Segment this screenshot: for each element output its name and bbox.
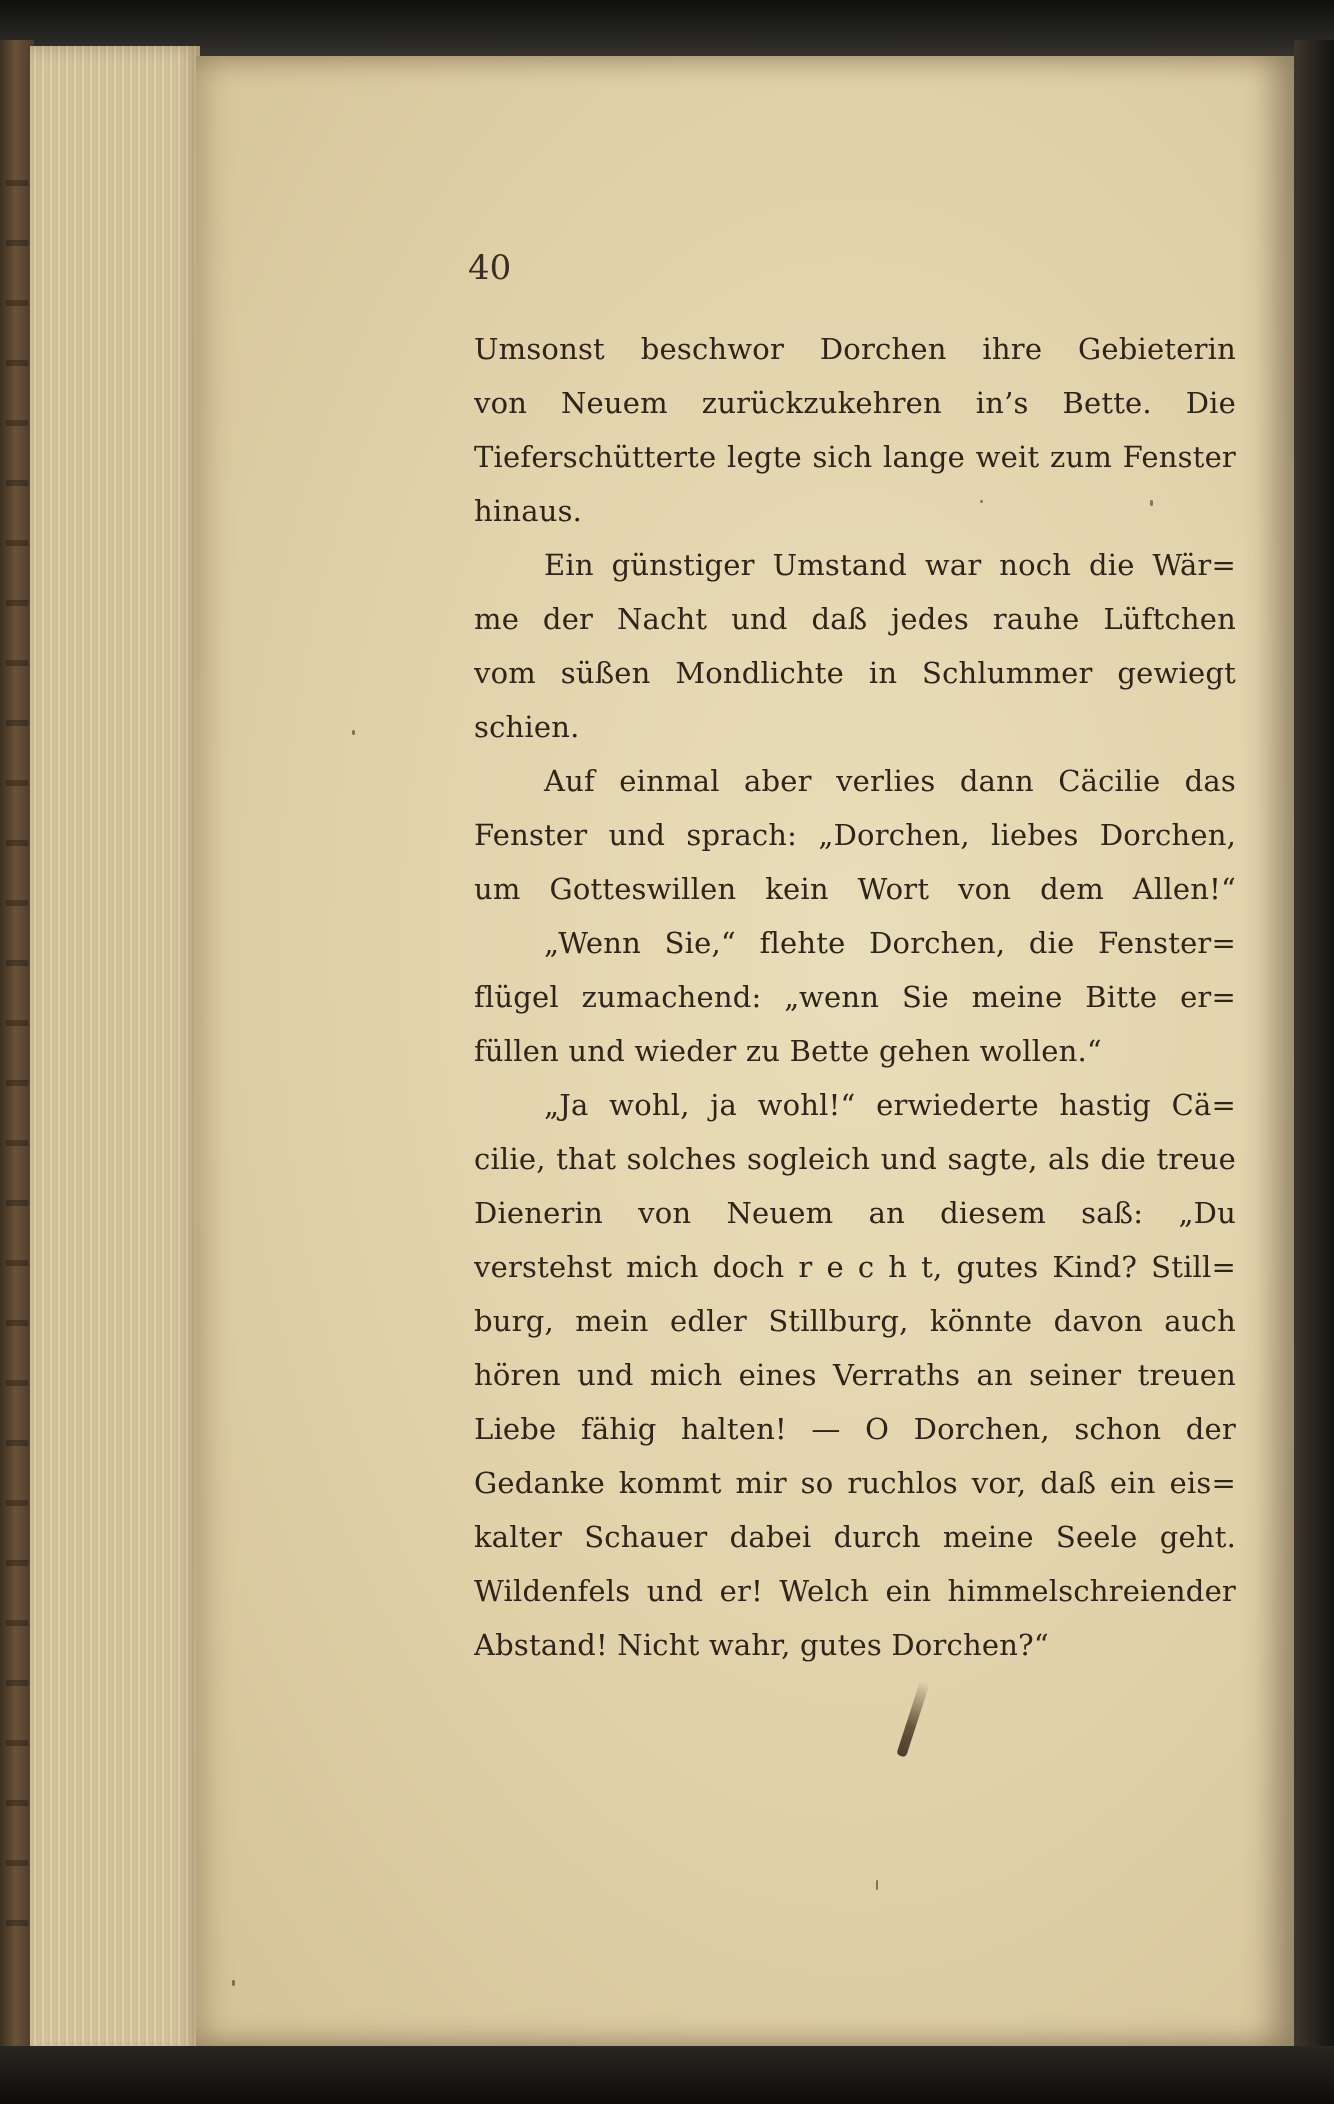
- paper-speck: [232, 1980, 235, 1986]
- text-line: Umsonst beschwor Dorchen ihre Gebieterin: [474, 332, 1236, 366]
- text-line: hinaus.: [474, 494, 583, 528]
- text-line: Fenster und sprach: „Dorchen, liebes Dorchen,: [474, 818, 1236, 852]
- text-line: von Neuem zurückzukehren in’s Bette. Die: [474, 386, 1236, 420]
- text-line: füllen und wieder zu Bette gehen wollen.“: [474, 1034, 1102, 1068]
- text-line: Wildenfels und er! Welch ein himmelschreiender: [474, 1574, 1236, 1608]
- page-number: 40: [468, 248, 512, 288]
- text-line: „Wenn Sie,“ flehte Dorchen, die Fenster=: [544, 926, 1236, 960]
- text-line: cilie, that solches sogleich und sagte, als die treue: [474, 1142, 1236, 1176]
- text-line: verstehst mich doch r e c h t, gutes Kind? Still=: [474, 1250, 1236, 1284]
- spine-texture: [6, 180, 28, 1980]
- body-text: [474, 322, 1236, 1672]
- text-line: Gedanke kommt mir so ruchlos vor, daß ein eis=: [474, 1466, 1236, 1500]
- book-cover-right: [1294, 40, 1334, 2104]
- paper-speck: [352, 730, 355, 735]
- text-line: Liebe fähig halten! — O Dorchen, schon der: [474, 1412, 1236, 1446]
- text-line: flügel zumachend: „wenn Sie meine Bitte er=: [474, 980, 1236, 1014]
- text-line: Dienerin von Neuem an diesem saß: „Du: [474, 1196, 1236, 1230]
- text-line: burg, mein edler Stillburg, könnte davon auch: [474, 1304, 1236, 1338]
- paper-speck: [980, 500, 983, 503]
- text-line: „Ja wohl, ja wohl!“ erwiederte hastig Cä=: [544, 1088, 1236, 1122]
- text-line: Ein günstiger Umstand war noch die Wär=: [544, 548, 1236, 582]
- text-line: vom süßen Mondlichte in Schlummer gewiegt: [474, 656, 1236, 690]
- text-line: kalter Schauer dabei durch meine Seele geht.: [474, 1520, 1236, 1554]
- text-line: Auf einmal aber verlies dann Cäcilie das: [544, 764, 1236, 798]
- book-cover-top: [0, 0, 1334, 62]
- text-line: Tieferschütterte legte sich lange weit zum Fenster: [474, 440, 1236, 474]
- text-line: schien.: [474, 710, 580, 744]
- page-edges: [30, 46, 200, 2056]
- paper-speck: [876, 1880, 878, 1890]
- paper-speck: [1150, 500, 1153, 506]
- book-cover-bottom: [0, 2046, 1334, 2104]
- book-spine: [0, 40, 34, 2104]
- text-line: me der Nacht und daß jedes rauhe Lüftchen: [474, 602, 1236, 636]
- text-line: Abstand! Nicht wahr, gutes Dorchen?“: [474, 1628, 1049, 1662]
- text-line: um Gotteswillen kein Wort von dem Allen!“: [474, 872, 1236, 906]
- text-line: hören und mich eines Verraths an seiner treuen: [474, 1358, 1236, 1392]
